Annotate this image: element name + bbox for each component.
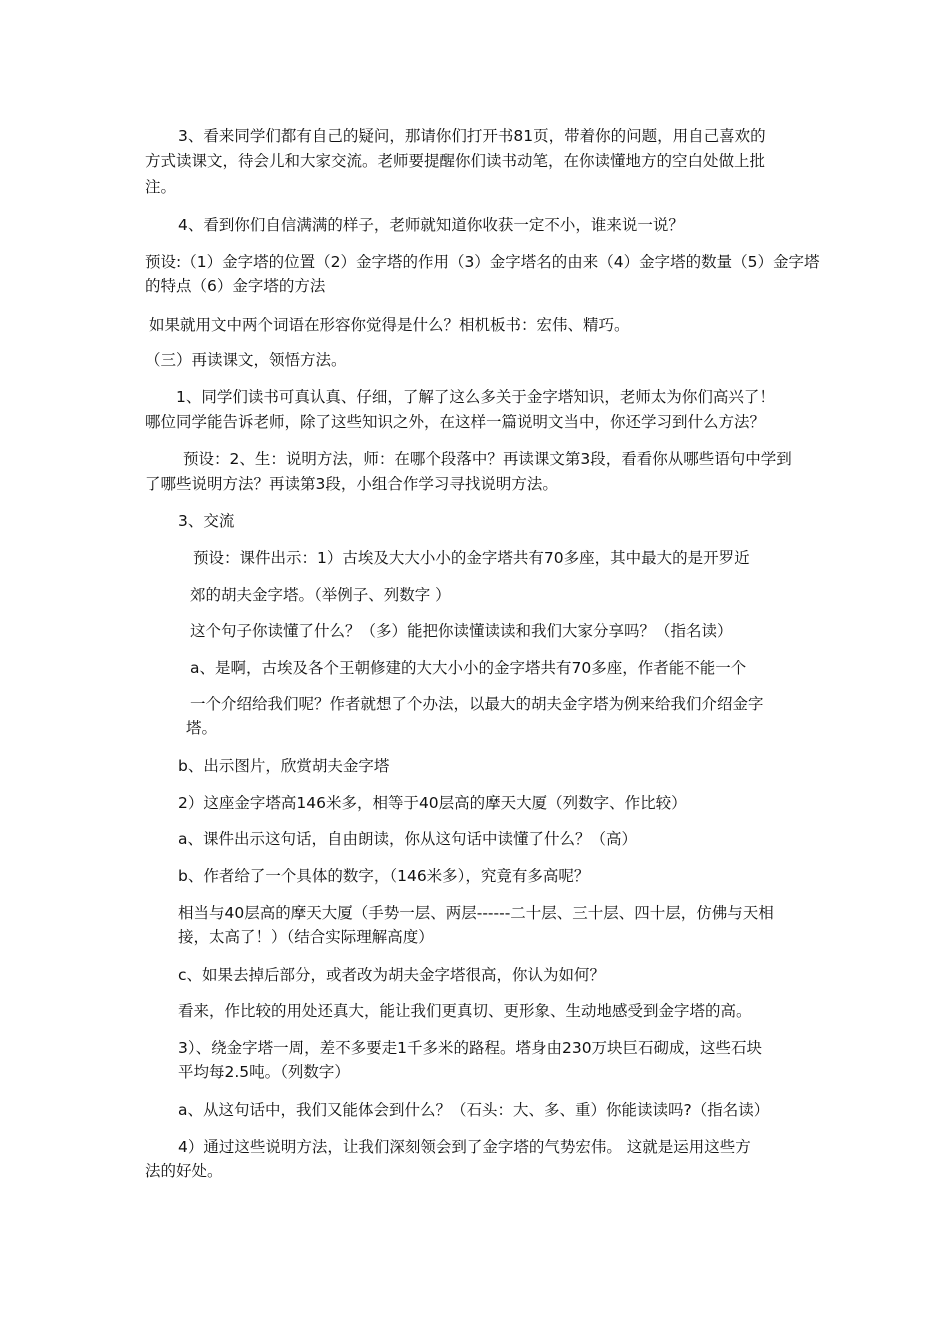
text-line: 方式读课文，待会儿和大家交流。老师要提醒你们读书动笔，在你读懂地方的空白处做上批 [145,152,766,170]
text-line: 哪位同学能告诉老师，除了这些知识之外，在这样一篇说明文当中，你还学习到什么方法？ [145,413,766,431]
text-line: 相当与40层高的摩天大厦（手势一层、两层------二十层、三十层、四十层，仿佛与天相 [178,904,774,922]
text-line: 了哪些说明方法？再读第3段，小组合作学习寻找说明方法。 [145,475,558,493]
text-line: 预设:（1）金字塔的位置（2）金字塔的作用（3）金字塔名的由来（4）金字塔的数量（5）金字塔 [145,253,820,271]
text-line: a、是啊，古埃及各个王朝修建的大大小小的金字塔共有70多座，作者能不能一个 [190,659,747,677]
text-line: 预设：2、生：说明方法，师：在哪个段落中？再读课文第3段，看看你从哪些语句中学到 [183,450,792,468]
text-line: 郊的胡夫金字塔。（举例子、列数字 ） [190,586,451,604]
text-line: a、课件出示这句话，自由朗读，你从这句话中读懂了什么？（高） [178,830,638,848]
section-heading: （三）再读课文，领悟方法。 [145,351,347,369]
text-line: 3、交流 [178,512,235,530]
text-line: 4）通过这些说明方法，让我们深刻领会到了金字塔的气势宏伟。 这就是运用这些方 [178,1138,751,1156]
text-line: c、如果去掉后部分，或者改为胡夫金字塔很高，你认为如何？ [178,966,606,984]
text-line: 平均每2.5吨。（列数字） [178,1063,350,1081]
text-line: 接，太高了！）（结合实际理解高度） [178,928,434,946]
text-line: a、从这句话中，我们又能体会到什么？（石头：大、多、重）你能读读吗?（指名读） [178,1101,770,1119]
text-line: 塔。 [186,719,218,737]
text-line: 这个句子你读懂了什么？（多）能把你读懂读读和我们大家分享吗？（指名读） [190,622,733,640]
text-line: 的特点（6）金字塔的方法 [145,277,326,295]
text-line: 看来，作比较的用处还真大，能让我们更真切、更形象、生动地感受到金字塔的高。 [178,1002,752,1020]
text-line: 1、同学们读书可真认真、仔细，了解了这么多关于金字塔知识，老师太为你们高兴了！ [176,388,775,406]
text-line: 3、看来同学们都有自己的疑问，那请你们打开书81页，带着你的问题，用自己喜欢的 [178,127,766,145]
text-line: 法的好处。 [145,1162,223,1180]
text-line: 3）、绕金字塔一周，差不多要走1千多米的路程。塔身由230万块巨石砌成，这些石块 [178,1039,763,1057]
text-line: 注。 [145,178,177,196]
text-line: 预设：课件出示：1）古埃及大大小小的金字塔共有70多座，其中最大的是开罗近 [193,549,750,567]
text-line: 如果就用文中两个词语在形容你觉得是什么？相机板书：宏伟、精巧。 [149,316,630,334]
text-line: b、出示图片，欣赏胡夫金字塔 [178,757,390,775]
text-line: 4、看到你们自信满满的样子，老师就知道你收获一定不小，谁来说一说？ [178,216,684,234]
text-line: b、作者给了一个具体的数字，（146米多），究竟有多高呢？ [178,867,590,885]
text-line: 2）这座金字塔高146米多，相等于40层高的摩天大厦（列数字、作比较） [178,794,687,812]
text-line: 一个介绍给我们呢？作者就想了个办法，以最大的胡夫金字塔为例来给我们介绍金字 [190,695,764,713]
